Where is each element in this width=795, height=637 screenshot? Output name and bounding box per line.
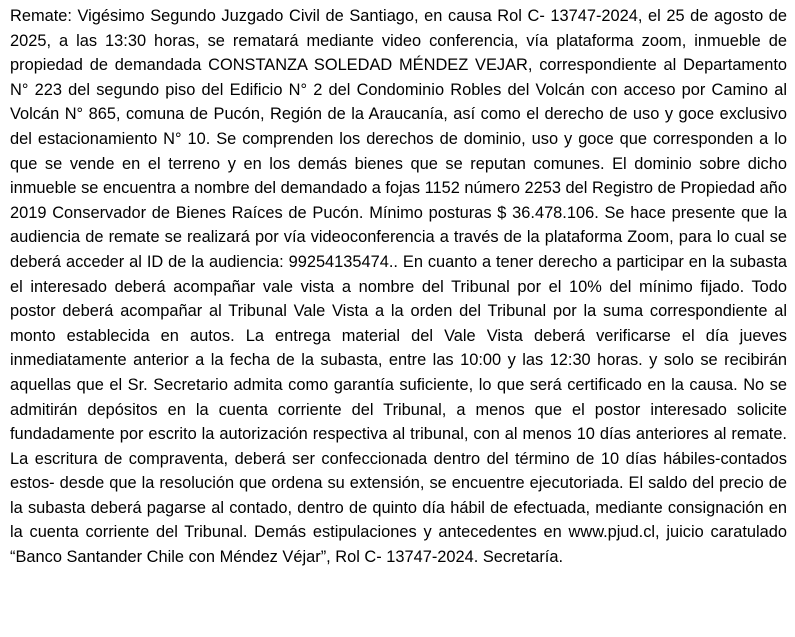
auction-notice-text: Remate: Vigésimo Segundo Juzgado Civil de Santiago, en causa Rol C- 13747-2024, el 25 de agosto de 2025, a las 13:30 horas, se rematará mediante video conferencia, vía plataforma zoom, inmueble de propiedad de demandada CONSTANZA SOLEDAD MÉNDEZ VEJAR, correspondiente al Departamento N° 223 del segundo piso del Edificio N° 2 del Condominio Robles del Volcán con acceso por Camino al Volcán N° 865, comuna de Pucón, Región de la Araucanía, así como el derecho de uso y goce exclusivo del estacionamiento N° 10. Se comprenden los derechos de dominio, uso y goce que corresponden a lo que se vende en el terreno y en los demás bienes que se reputan comunes. El dominio sobre dicho inmueble se encuentra a nombre del demandado a fojas 1152 número 2253 del Registro de Propiedad año 2019 Conservador de Bienes Raíces de Pucón. Mínimo posturas $ 36.478.106. Se hace presente que la audiencia de remate se realizará por vía videoconferencia a través de la plataforma Zoom, para lo cual se deberá acceder al ID de la audiencia: 99254135474.. En cuanto a tener derecho a participar en la subasta el interesado deberá acompañar vale vista a nombre del Tribunal por el 10% del mínimo fijado. Todo postor deberá acompañar al Tribunal Vale Vista a la orden del Tribunal por la suma correspondiente al monto establecida en autos. La entrega material del Vale Vista deberá verificarse el día jueves inmediatamente anterior a la fecha de la subasta, entre las 10:00 y las 12:30 horas. y solo se recibirán aquellas que el Sr. Secretario admita como garantía suficiente, lo que será certificado en la causa. No se admitirán depósitos en la cuenta corriente del Tribunal, a menos que el postor interesado solicite fundadamente por escrito la autorización respectiva al tribunal, con al menos 10 días anteriores al remate. La escritura de compraventa, deberá ser confeccionada dentro del término de 10 días hábiles-contados estos- desde que la resolución que ordena su extensión, se encuentre ejecutoriada. El saldo del precio de la subasta deberá pagarse al contado, dentro de quinto día hábil de efectuada, mediante consignación en la cuenta corriente del Tribunal. Demás estipulaciones y antecedentes en www.pjud.cl, juicio caratulado “Banco Santander Chile con Méndez Véjar”, Rol C- 13747-2024. Secretaría. [10,7,787,567]
